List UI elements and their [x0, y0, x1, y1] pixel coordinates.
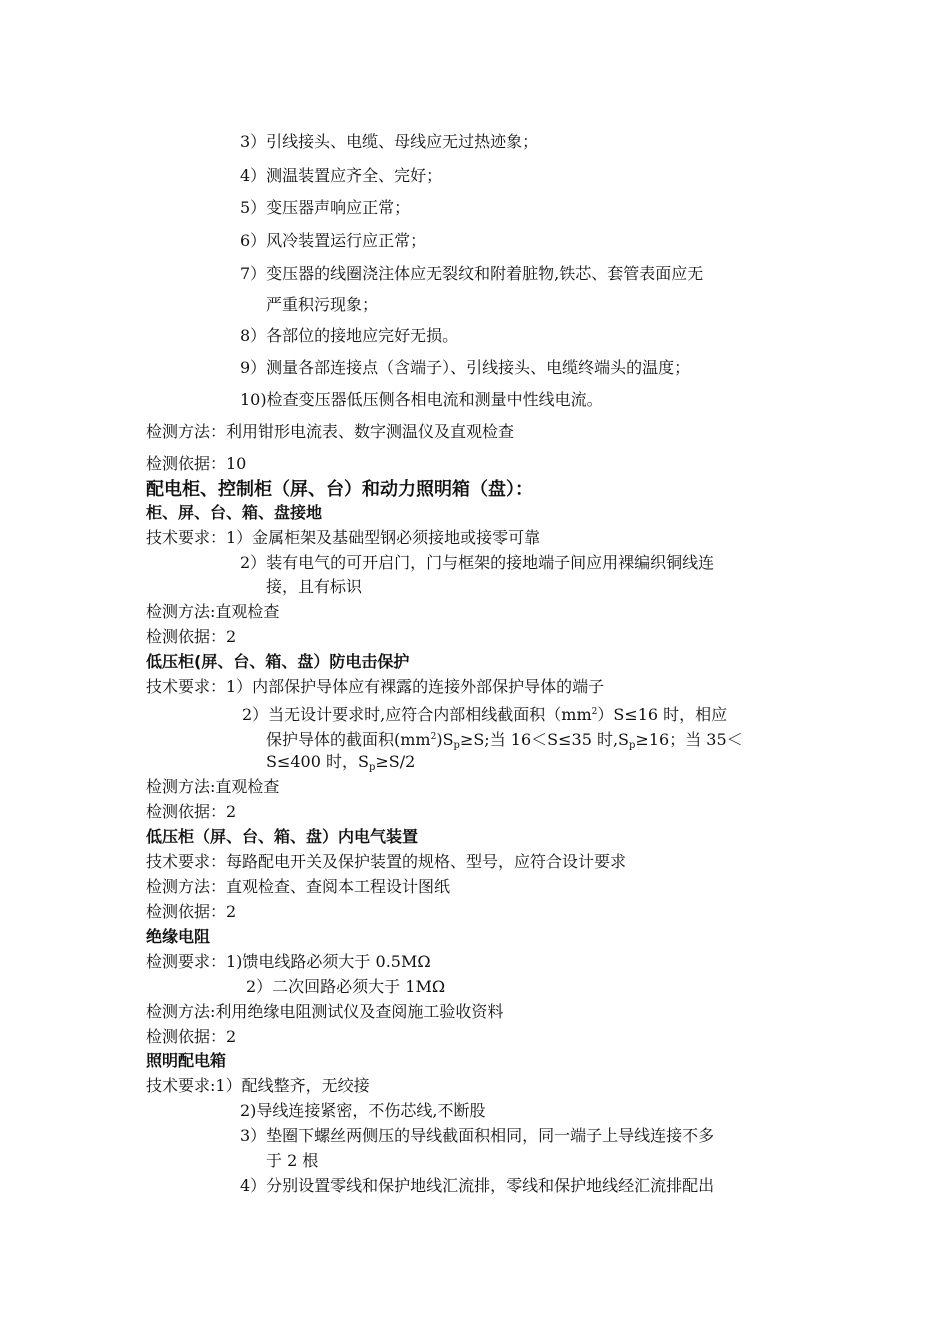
tech-requirement-3: 3）垫圈下螺丝两侧压的导线截面积相同，同一端子上导线连接不多 [240, 1126, 715, 1145]
detection-basis: 检测依据：2 [146, 802, 237, 821]
detection-method: 检测方法:直观检查 [146, 777, 280, 796]
list-item-7: 7）变压器的线圈浇注体应无裂纹和附着脏物,铁芯、套管表面应无 [240, 264, 704, 283]
detection-method: 检测方法：直观检查、查阅本工程设计图纸 [146, 877, 451, 896]
tech-requirement-2-cont2: S≤400 时，$S_p\ge S/2$ [266, 752, 416, 773]
subsection-heading-lighting-box: 照明配电箱 [146, 1051, 227, 1070]
detection-basis: 检测依据：10 [146, 454, 247, 473]
detection-requirement-2: 2）二次回路必须大于 1MΩ [246, 977, 446, 996]
detection-basis: 检测依据：2 [146, 1027, 237, 1046]
detection-basis: 检测依据：2 [146, 902, 237, 921]
list-item-10: 10)检查变压器低压侧各相电流和测量中性线电流。 [240, 390, 603, 409]
tech-requirement-4: 4）分别设置零线和保护地线汇流排，零线和保护地线经汇流排配出 [240, 1176, 715, 1195]
detection-method: 检测方法:直观检查 [146, 602, 280, 621]
subsection-heading-grounding: 柜、屏、台、箱、盘接地 [146, 503, 323, 522]
tech-requirement: 技术要求：每路配电开关及保护装置的规格、型号，应符合设计要求 [146, 852, 627, 871]
list-item-7-cont: 严重积污现象； [266, 295, 379, 314]
tech-requirement-2-cont: 接，且有标识 [266, 577, 363, 596]
list-item-5: 5）变压器声响应正常； [240, 198, 411, 217]
list-item-4: 4）测温装置应齐全、完好； [240, 166, 443, 185]
subsection-heading-shock-protection: 低压柜(屏、台、箱、盘）防电击保护 [146, 652, 410, 671]
detection-method: 检测方法：利用钳形电流表、数字测温仪及直观检查 [146, 422, 515, 441]
tech-requirement: 技术要求：1）内部保护导体应有裸露的连接外部保护导体的端子 [146, 677, 605, 696]
tech-requirement-2: 2)导线连接紧密，不伤芯线,不断股 [240, 1101, 486, 1120]
subsection-heading-insulation: 绝缘电阻 [146, 927, 211, 946]
list-item-8: 8）各部位的接地应完好无损。 [240, 326, 459, 345]
list-item-9: 9）测量各部连接点（含端子）、引线接头、电缆终端头的温度； [240, 358, 691, 377]
tech-requirement-2-cont: 保护导体的截面积$(mm^2)S_p\ge S$;当 16＜S≤35 时$,S_p\ge 16$；当 35＜ [266, 730, 743, 751]
tech-requirement-2: 2）装有电气的可开启门，门与框架的接地端子间应用裸编织铜线连 [240, 553, 715, 572]
tech-requirement-3-cont: 于 2 根 [266, 1151, 319, 1170]
tech-requirement-2: 2）当无设计要求时,应符合内部相线截面积$(mm^2)S\le 16$ 时，相应 [242, 705, 728, 724]
subsection-heading-electrical-devices: 低压柜（屏、台、箱、盘）内电气装置 [146, 827, 419, 846]
section-heading: 配电柜、控制柜（屏、台）和动力照明箱（盘）： [146, 479, 533, 500]
list-item-6: 6）风冷装置运行应正常； [240, 231, 427, 250]
tech-requirement: 技术要求:1）配线整齐，无绞接 [146, 1076, 370, 1095]
detection-requirement: 检测要求：1)馈电线路必须大于 0.5MΩ [146, 952, 431, 971]
detection-method: 检测方法:利用绝缘电阻测试仪及查阅施工验收资料 [146, 1002, 504, 1021]
detection-basis: 检测依据：2 [146, 627, 237, 646]
tech-requirement: 技术要求：1）金属柜架及基础型钢必须接地或接零可靠 [146, 528, 541, 547]
list-item-3: 3）引线接头、电缆、母线应无过热迹象； [240, 132, 539, 151]
